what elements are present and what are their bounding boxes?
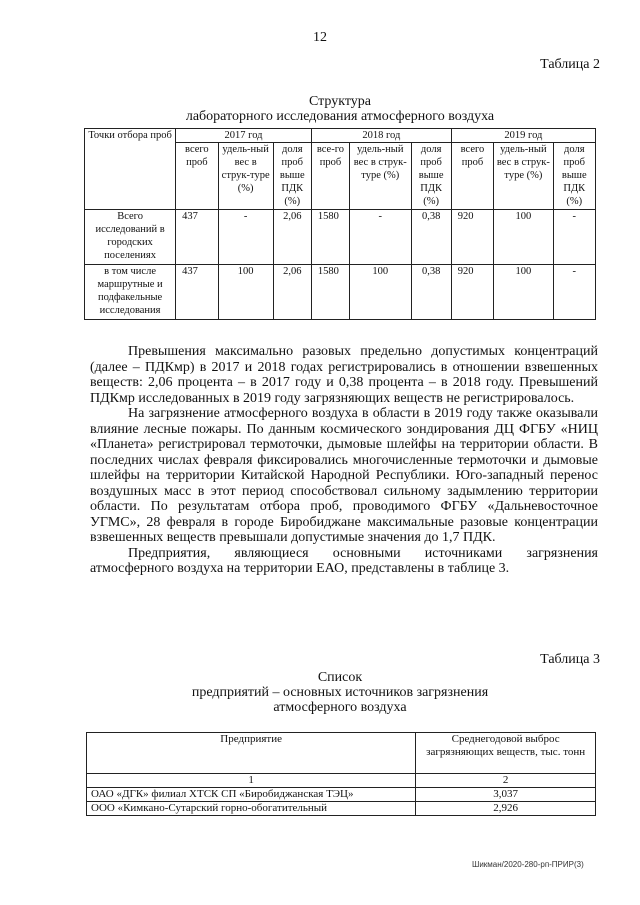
header-enterprise: Предприятие [87,733,416,774]
table3-title-line3: атмосферного воздуха [273,700,407,715]
cell: 2,06 [273,265,311,320]
table3-header-row [87,733,596,774]
sub-weight: удель-ный вес в струк-туре (%) [350,143,411,210]
paragraph: Превышения максимально разовых предельно допустимых концентраций (далее – ПДКмр) в 2017 и 2018 годах регистрировались в отношении взвешенных веществ: 2,06 процента – в 2017 году и 0,38 процента – в 2018 году. Превышений ПДКмр исследованных в 2019 году загрязняющих веществ не регистрировалось. [90,344,598,406]
enterprise-name: ООО «Кимкано-Сутарский горно-обогатительный [87,802,416,816]
cell: 920 [451,210,493,265]
lab-structure-table [84,128,596,320]
header-2017: 2017 год [176,129,312,143]
cell: 1580 [311,265,349,320]
header-points: Точки отбора проб [85,129,176,210]
cell: - [553,210,595,265]
col-number: 2 [416,774,596,788]
header-emission: Среднегодовой выброс загрязняющих веществ, тыс. тонн [416,733,596,774]
emission-value: 3,037 [416,788,596,802]
table3-number-row [87,774,596,788]
paragraph: Предприятия, являющиеся основными источниками загрязнения атмосферного воздуха на территории ЕАО, представлены в таблице 3. [90,545,598,576]
document-code: Шикман/2020-280-рп-ПРИР(3) [472,860,584,869]
cell: - [350,210,411,265]
table3-title-line2: предприятий – основных источников загрязнения [191,685,489,700]
sub-total: всего проб [451,143,493,210]
cell: 100 [350,265,411,320]
header-2019: 2019 год [451,129,595,143]
cell: 100 [494,210,553,265]
sub-total: все-го проб [311,143,349,210]
sub-share: доля проб выше ПДК (%) [553,143,595,210]
page-number: 12 [313,30,327,45]
sub-share: доля проб выше ПДК (%) [273,143,311,210]
table2-title-line2: лабораторного исследования атмосферного воздуха [185,109,495,124]
sub-weight: удель-ный вес в струк-туре (%) [494,143,553,210]
sub-total: всего проб [176,143,218,210]
paragraph: На загрязнение атмосферного воздуха в области в 2019 году также оказывали влияние лесные пожары. По данным космического зондирования ДЦ ФГБУ «НИЦ «Планета» регистрировал термоточки, дымовые шлейфы на территории области. В последних числах февраля фиксировались многочисленные термоточки и дымовые шлейфы на территории Китайской Народной Республики. Юго-западный перенос воздушных масс в этот период способствовал сильному задымлению территории области. По результатам отбора проб, проводимого ФГБУ «Дальневосточное УГМС», 28 февраля в городе Биробиджане максимальные разовые концентрации взвешенных веществ превышали допустимые значения до 1,7 ПДК. [90,406,598,545]
table3-label: Таблица 3 [540,652,600,667]
cell: 0,38 [411,210,451,265]
table-row [87,788,596,802]
table2-header-row [85,129,596,143]
cell: - [218,210,273,265]
table3-title-line1: Список [317,670,363,685]
emission-value: 2,926 [416,802,596,816]
cell: - [553,265,595,320]
cell: 100 [218,265,273,320]
table2-title [80,94,600,124]
cell: 437 [176,210,218,265]
row-label: в том числе маршрутные и подфакельные исследования [85,265,176,320]
cell: 437 [176,265,218,320]
enterprise-name: ОАО «ДГК» филиал ХТСК СП «Биробиджанская ТЭЦ» [87,788,416,802]
header-2018: 2018 год [311,129,451,143]
cell: 1580 [311,210,349,265]
table-row [85,210,596,265]
cell: 920 [451,265,493,320]
table2-label: Таблица 2 [540,57,600,72]
row-label: Всего исследований в городских поселениях [85,210,176,265]
table2-title-line1: Структура [308,94,372,109]
table-row [85,265,596,320]
col-number: 1 [87,774,416,788]
cell: 0,38 [411,265,451,320]
cell: 2,06 [273,210,311,265]
sub-share: доля проб выше ПДК (%) [411,143,451,210]
enterprises-table [86,732,596,816]
cell: 100 [494,265,553,320]
table-row [87,802,596,816]
body-text [90,344,598,577]
sub-weight: удель-ный вес в струк-туре (%) [218,143,273,210]
table3-title [80,670,600,715]
